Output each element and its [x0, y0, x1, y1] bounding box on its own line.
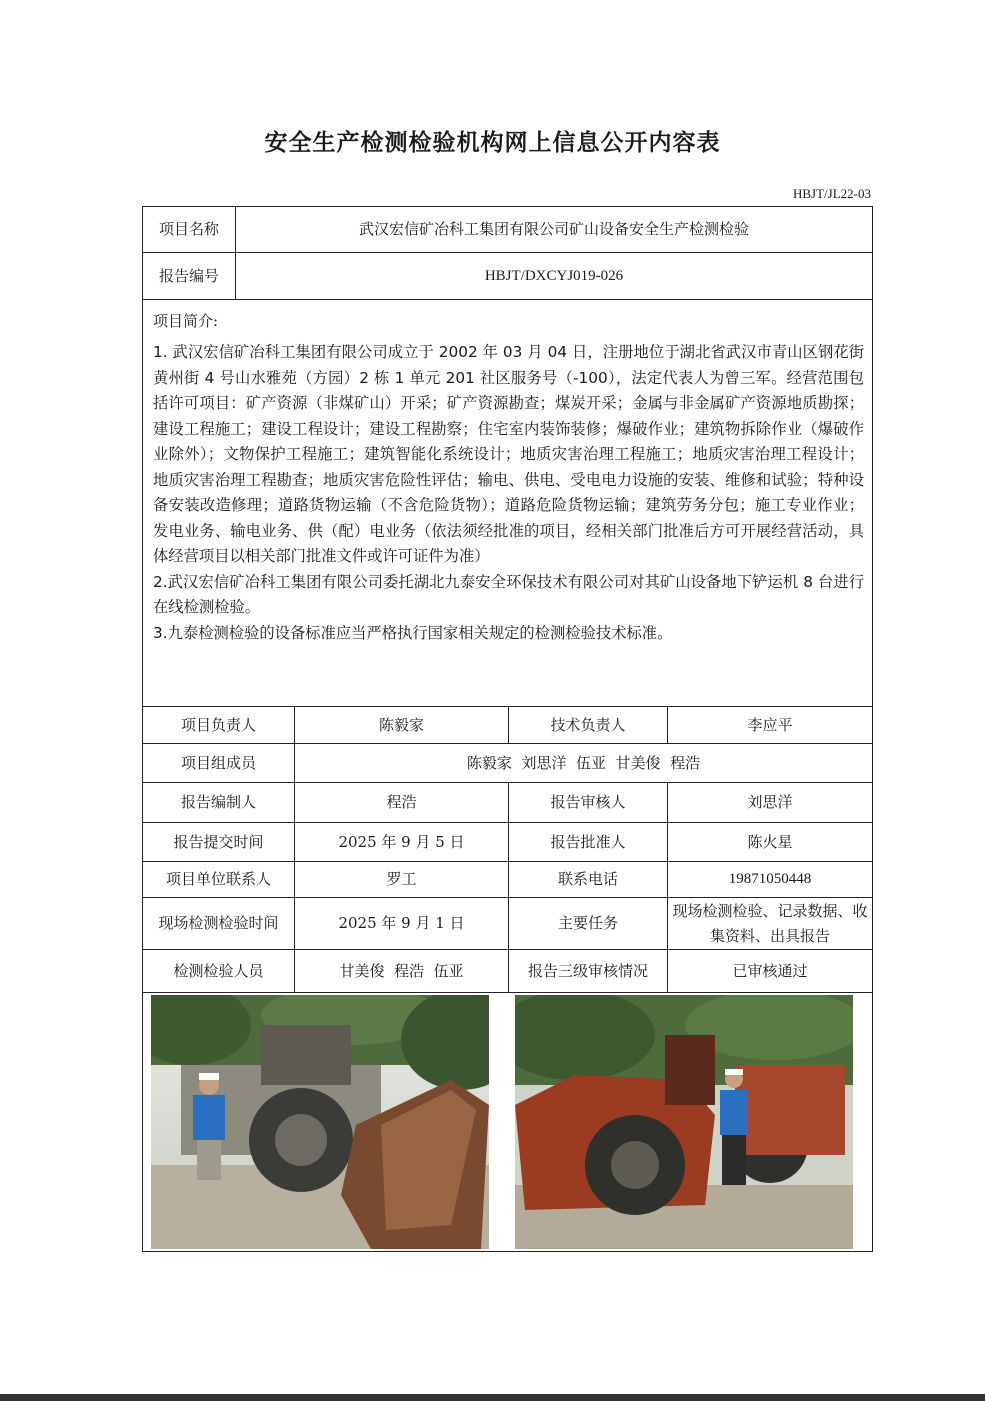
row-leaders: [143, 707, 872, 744]
loader-photo-right-illustration: [515, 995, 853, 1249]
project-name-value: 武汉宏信矿冶科工集团有限公司矿山设备安全生产检测检验: [358, 220, 749, 238]
members-value: 陈毅家 刘思洋 伍亚 甘美俊 程浩: [466, 753, 701, 772]
info-table: [142, 206, 873, 1252]
row-inspectors-review: [143, 950, 872, 993]
approver-label: 报告批准人: [509, 823, 668, 861]
review-status-label: 报告三级审核情况: [509, 950, 668, 992]
inspectors-label: 检测检验人员: [143, 950, 295, 992]
row-members: [143, 744, 872, 783]
site-photo-right: [515, 995, 853, 1249]
compiler-label: 报告编制人: [143, 783, 295, 822]
loader-photo-left-illustration: [151, 995, 489, 1249]
main-task-value: 现场检测检验、记录数据、收集资料、出具报告: [672, 901, 868, 945]
row-submit-approver: [143, 823, 872, 862]
project-name-label: 项目名称: [143, 207, 236, 252]
approver-value: 陈火星: [747, 832, 793, 851]
report-no-value: HBJT/DXCYJ019-026: [484, 267, 624, 284]
phone-label: 联系电话: [509, 862, 668, 897]
page-bottom-bar: [0, 1394, 985, 1401]
submit-time-value: 2025 年 9 月 5 日: [295, 823, 509, 861]
site-time-label: 现场检测检验时间: [143, 898, 295, 949]
review-status-value: 已审核通过: [732, 961, 808, 980]
intro-paragraph-1: 1. 武汉宏信矿冶科工集团有限公司成立于 2002 年 03 月 04 日，注册地位于湖北省武汉市青山区钢花街黄州街 4 号山水雅苑（方园）2 栋 1 单元 201 社区服务号（-100），法定代表人为曾三军。经营范围包括许可项目：矿产资源（非煤矿山）开采；矿产资源勘查；煤炭开采；金属与非金属矿产资源地质勘探；建设工程施工；建设工程设计；建设工程勘察；住宅室内装饰装修；爆破作业；建筑物拆除作业（爆破作业除外）；文物保护工程施工；建筑智能化系统设计；地质灾害治理工程施工；地质灾害治理工程设计；地质灾害治理工程勘查；地质灾害危险性评估；输电、供电、受电电力设施的安装、维修和试验；特种设备安装改造修理；道路货物运输（不含危险货物）；道路危险货物运输；建筑劳务分包；施工专业作业；发电业务、输电业务、供（配）电业务（依法须经批准的项目，经相关部门批准后方可开展经营活动，具体经营项目以相关部门批准文件或许可证件为准）: [153, 343, 864, 565]
page-title: 安全生产检测检验机构网上信息公开内容表: [264, 130, 721, 156]
project-leader-value: 陈毅家: [295, 707, 509, 743]
document-code: HBJT/JL22-03: [793, 186, 871, 201]
phone-value: 19871050448: [728, 871, 812, 887]
site-photos: [143, 993, 872, 1251]
site-time-value: 2025 年 9 月 1 日: [295, 898, 509, 949]
tech-leader-value: 李应平: [747, 715, 793, 734]
project-intro: [143, 300, 872, 707]
row-contact-phone: [143, 862, 872, 898]
submit-time-label: 报告提交时间: [143, 823, 295, 861]
inspectors-value: 甘美俊 程浩 伍亚: [295, 950, 509, 992]
reviewer-label: 报告审核人: [509, 783, 668, 822]
intro-paragraph-3: 3.九泰检测检验的设备标准应当严格执行国家相关规定的检测检验技术标准。: [153, 623, 673, 642]
reviewer-value: 刘思洋: [747, 793, 793, 811]
contact-value: 罗工: [295, 862, 509, 897]
site-photo-left: [151, 995, 489, 1249]
row-site-task: [143, 898, 872, 950]
report-no-label: 报告编号: [143, 253, 236, 299]
compiler-value: 程浩: [295, 783, 509, 822]
intro-heading: 项目简介:: [153, 312, 219, 330]
project-leader-label: 项目负责人: [143, 707, 295, 743]
intro-paragraph-2: 2.武汉宏信矿冶科工集团有限公司委托湖北九泰安全环保技术有限公司对其矿山设备地下铲运机 8 台进行在线检测检验。: [153, 572, 864, 616]
row-compiler-reviewer: [143, 783, 872, 823]
members-label: 项目组成员: [143, 744, 295, 782]
tech-leader-label: 技术负责人: [509, 707, 668, 743]
main-task-label: 主要任务: [509, 898, 668, 949]
row-project-name: [143, 207, 872, 253]
row-report-no: [143, 253, 872, 300]
contact-label: 项目单位联系人: [143, 862, 295, 897]
